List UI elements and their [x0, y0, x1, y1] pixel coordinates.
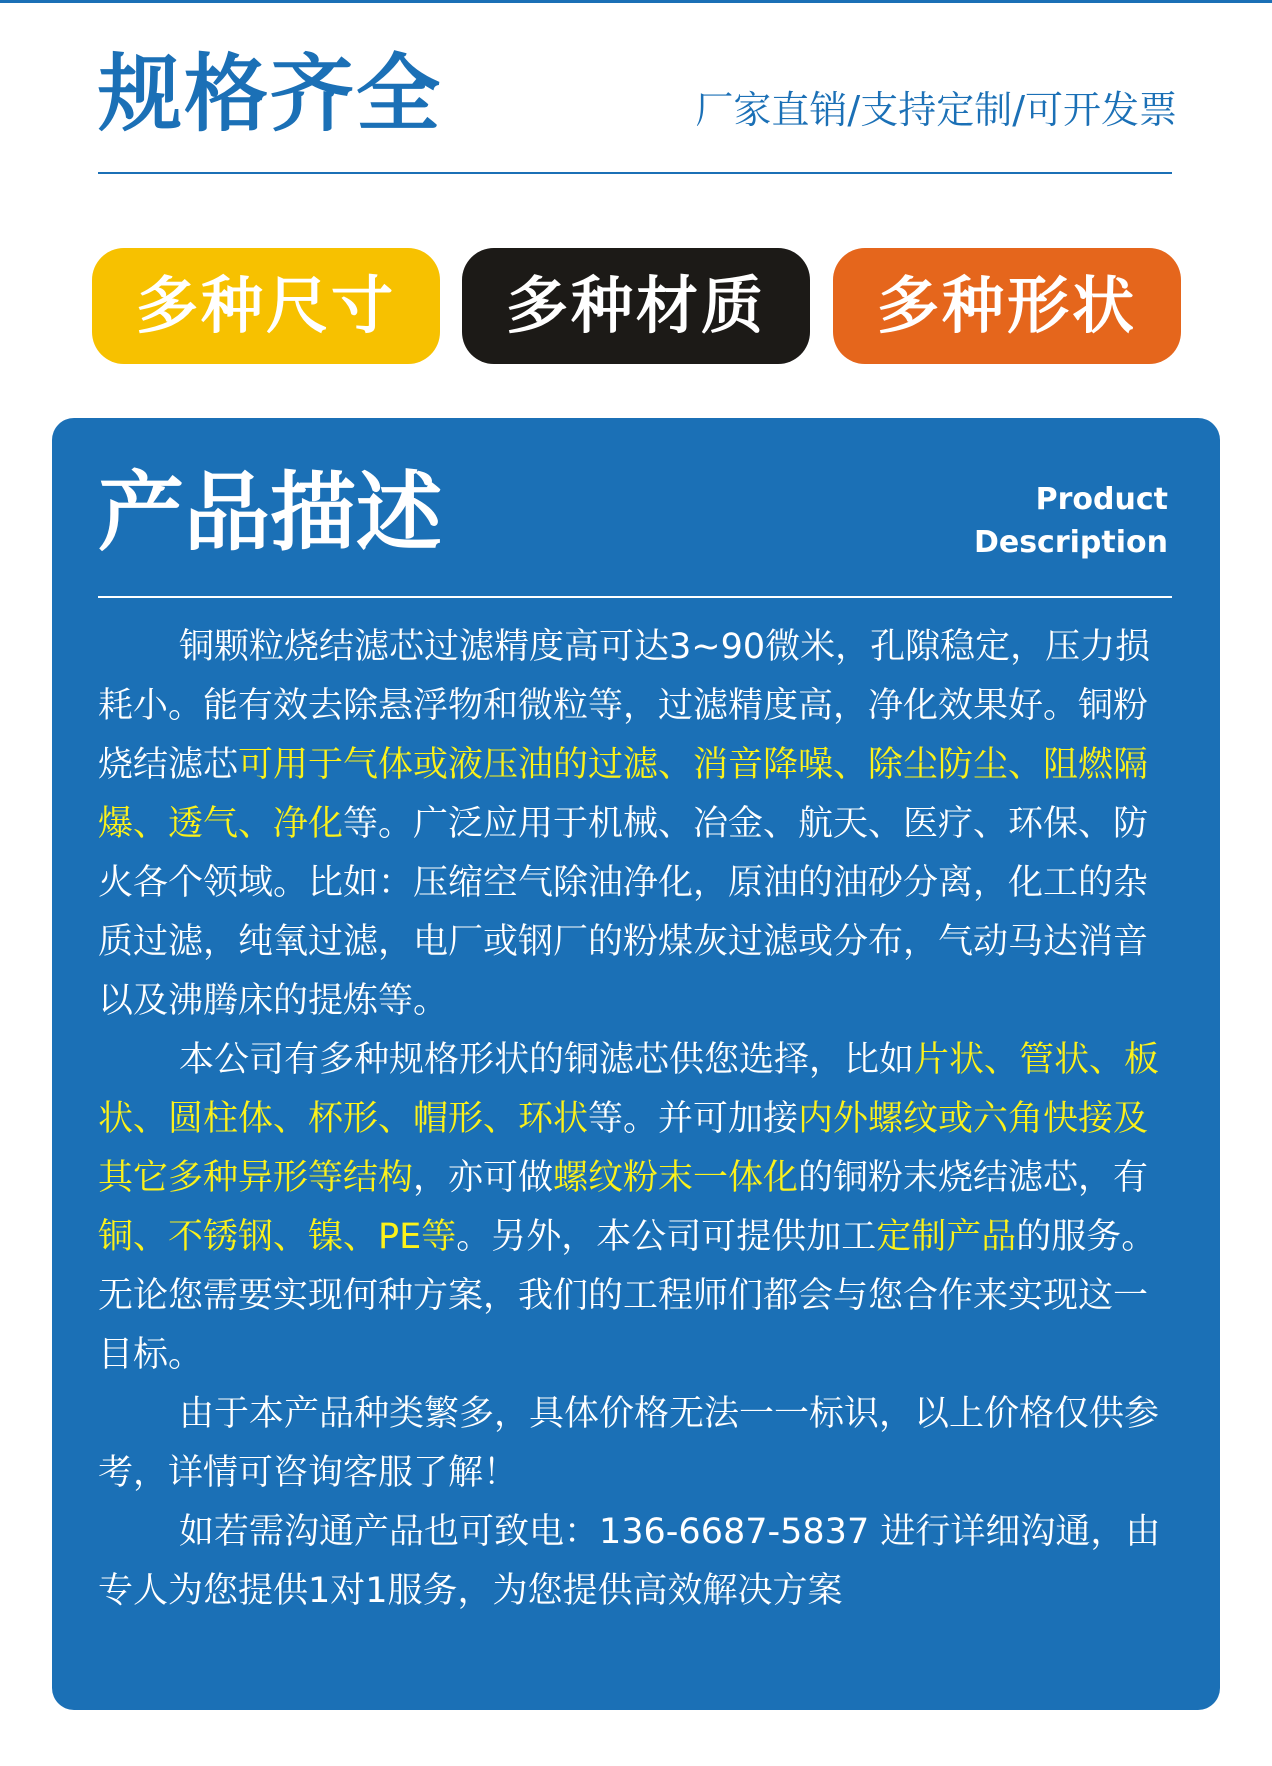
- tag-sizes: 多种尺寸: [92, 248, 440, 364]
- body-text: ，亦可做: [413, 1158, 554, 1198]
- panel-divider: [98, 596, 1172, 598]
- top-accent-line: [0, 0, 1272, 3]
- paragraph-shapes-materials: [98, 1031, 1178, 1385]
- highlight-text: 螺纹粉末一体化: [553, 1158, 799, 1198]
- body-text: 的铜粉末烧结滤芯，有: [798, 1158, 1149, 1198]
- body-text: 本公司有多种规格形状的铜滤芯供您选择，比如: [179, 1040, 915, 1080]
- body-text: 的服务。无论您需要实现何种方案，我们的工程师们都会与您合作来实现这一目标。: [98, 1217, 1157, 1375]
- highlight-text: 内外螺纹或六角快接及其它多种异形等结构: [98, 1099, 1149, 1198]
- tag-materials: 多种材质: [462, 248, 810, 364]
- body-text: 如若需沟通产品也可致电：136-6687-5837 进行详细沟通，由专人为您提供1对1服务，为您提供高效解决方案: [98, 1512, 1161, 1611]
- highlight-text: 片状、管状、板状、圆柱体、杯形、帽形、环状: [98, 1040, 1160, 1139]
- body-text: 铜颗粒烧结滤芯过滤精度高可达3~90微米，孔隙稳定，压力损耗小。能有效去除悬浮物和微粒等，过滤精度高，净化效果好。铜粉烧结滤芯: [98, 627, 1151, 785]
- body-text: 。另外，本公司可提供加工: [456, 1217, 877, 1257]
- tag-shapes: 多种形状: [833, 248, 1181, 364]
- panel-body: [98, 618, 1178, 1621]
- product-description-panel: [52, 418, 1220, 1710]
- body-text: 等。广泛应用于机械、冶金、航天、医疗、环保、防火各个领域。比如：压缩空气除油净化，原油的油砂分离，化工的杂质过滤，纯氧过滤，电厂或钢厂的粉煤灰过滤或分布，气动马达消音以及沸腾床的提炼等。: [98, 804, 1149, 1021]
- body-text: 等。并可加接: [588, 1099, 799, 1139]
- panel-subtitle-line2: Description: [973, 525, 1168, 560]
- header-slogan: 厂家直销/支持定制/可开发票: [695, 88, 1177, 132]
- header-divider: [98, 172, 1172, 174]
- panel-subtitle-line1: Product: [1035, 482, 1168, 517]
- body-text: 由于本产品种类繁多，具体价格无法一一标识，以上价格仅供参考，详情可咨询客服了解！: [98, 1394, 1160, 1493]
- highlight-text: 可用于气体或液压油的过滤、消音降噪、除尘防尘、阻燃隔爆、透气、净化: [98, 745, 1149, 844]
- page-title: 规格齐全: [98, 45, 443, 143]
- paragraph-contact: [98, 1503, 1178, 1621]
- panel-subtitle: [948, 478, 1168, 564]
- paragraph-applications: [98, 618, 1178, 1031]
- highlight-text: 铜、不锈钢、镍、PE等: [98, 1217, 457, 1257]
- highlight-text: 定制产品: [876, 1217, 1017, 1257]
- paragraph-pricing: [98, 1385, 1178, 1503]
- panel-title: 产品描述: [98, 463, 442, 563]
